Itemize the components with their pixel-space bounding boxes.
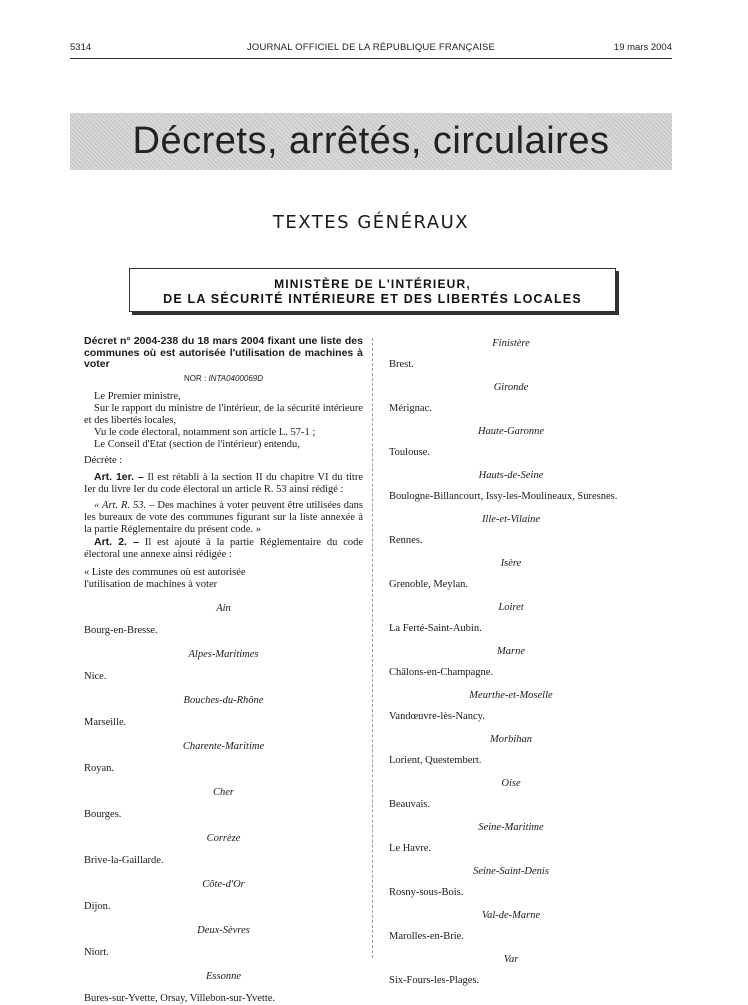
- article-2-label: Art. 2. –: [94, 535, 139, 548]
- commune-list-item: Marseille.: [84, 716, 127, 728]
- commune-list-item: Six-Fours-les-Plages.: [389, 975, 480, 986]
- ministry-line-1: MINISTÈRE DE L'INTÉRIEUR,: [274, 277, 471, 291]
- department-name: Seine-Saint-Denis: [473, 866, 549, 877]
- department-name: Haute-Garonne: [477, 426, 545, 437]
- article-2-text: Il est ajouté à la partie Réglementaire du code électoral une annexe ainsi rédigée :: [84, 536, 364, 560]
- commune-list-item: Toulouse.: [389, 447, 430, 458]
- commune-list-item: Beauvais.: [389, 799, 431, 810]
- department-name: Ain: [216, 602, 231, 614]
- preamble-line: Le Premier ministre,: [94, 390, 181, 402]
- page-number: 5314: [70, 42, 92, 53]
- commune-list-item: Châlons-en-Champagne.: [389, 667, 494, 678]
- commune-list-item: Rosny-sous-Bois.: [389, 887, 464, 898]
- department-name: Essonne: [206, 970, 241, 982]
- commune-list-item: Le Havre.: [389, 843, 431, 854]
- decrete: Décrète :: [84, 454, 123, 466]
- nor-reference: [84, 373, 363, 385]
- commune-list-item: Vandœuvre-lès-Nancy.: [389, 711, 485, 722]
- ministry-line-2: DE LA SÉCURITÉ INTÉRIEURE ET DES LIBERTÉS LOCALES: [163, 292, 582, 306]
- article-r53-text: – Des machines à voter peuvent être utilisées dans les bureaux de vote des communes figurant sur la liste annexée à la partie Réglementaire du présent code. »: [84, 499, 363, 535]
- article-2: [84, 536, 363, 561]
- journal-title: JOURNAL OFFICIEL DE LA RÉPUBLIQUE FRANÇAISE: [246, 42, 496, 53]
- department-name: Charente-Maritime: [182, 740, 265, 752]
- commune-list-item: Brest.: [389, 359, 414, 370]
- preamble-line: Sur le rapport du ministre de l'intérieur, de la sécurité intérieure et des libertés locales,: [84, 402, 363, 426]
- commune-list-item: Grenoble, Meylan.: [389, 579, 469, 590]
- section-banner: [70, 113, 672, 170]
- decree-title: Décret n° 2004-238 du 18 mars 2004 fixant une liste des communes où est autorisée l'utilisation de machines à voter: [84, 335, 363, 370]
- running-header: [70, 42, 672, 56]
- department-name: Loiret: [498, 602, 524, 613]
- commune-list-item: La Ferté-Saint-Aubin.: [389, 623, 482, 634]
- section-title: TEXTES GÉNÉRAUX: [272, 212, 470, 233]
- ministry-box: [129, 268, 616, 312]
- list-heading: « Liste des communes où est autorisée: [84, 566, 246, 578]
- commune-list-left: [84, 603, 363, 1005]
- department-name: Ille-et-Vilaine: [481, 514, 541, 525]
- left-column: [84, 336, 363, 1005]
- department-name: Var: [503, 954, 519, 965]
- nor-label: NOR :: [183, 373, 207, 383]
- department-name: Corrèze: [206, 832, 241, 844]
- commune-list-item: Bures-sur-Yvette, Orsay, Villebon-sur-Yvette.: [84, 992, 276, 1004]
- commune-list-item: Boulogne-Billancourt, Issy-les-Moulineaux, Suresnes.: [389, 491, 618, 502]
- article-1-label: Art. 1er. –: [94, 470, 144, 483]
- commune-list-item: Nice.: [84, 670, 107, 682]
- preamble-line: Vu le code électoral, notamment son article L. 57-1 ;: [94, 426, 316, 438]
- department-name: Marne: [497, 646, 525, 657]
- commune-list-item: Bourges.: [84, 808, 122, 820]
- commune-list-item: Bourg-en-Bresse.: [84, 624, 158, 636]
- commune-list-item: Dijon.: [84, 900, 111, 912]
- list-heading: l'utilisation de machines à voter: [84, 578, 218, 590]
- department-name: Oise: [501, 778, 521, 789]
- commune-list-right: [389, 338, 633, 987]
- article-1-text: Il est rétabli à la section II du chapitre VI du titre Ier du livre Ier du code électoral un article R. 53 ainsi rédigé :: [84, 471, 364, 495]
- department-name: Seine-Maritime: [478, 822, 544, 833]
- department-name: Morbihan: [490, 734, 532, 745]
- preamble-line: Le Conseil d'Etat (section de l'intérieur) entendu,: [94, 438, 300, 450]
- commune-list-item: Brive-la-Gaillarde.: [84, 854, 164, 866]
- nor-value: INTA0400069D: [208, 373, 264, 383]
- header-rule: [70, 58, 672, 59]
- commune-list-item: Marolles-en-Brie.: [389, 931, 464, 942]
- department-name: Alpes-Maritimes: [188, 648, 259, 660]
- department-name: Deux-Sèvres: [197, 924, 250, 936]
- article-r53-label: « Art. R. 53.: [94, 499, 147, 511]
- right-column: [389, 336, 633, 987]
- commune-list-item: Royan.: [84, 762, 115, 774]
- department-name: Côte-d'Or: [202, 878, 245, 890]
- department-name: Cher: [213, 786, 234, 798]
- commune-list-item: Niort.: [84, 946, 109, 958]
- banner-text: Décrets, arrêtés, circulaires: [132, 120, 610, 162]
- issue-date: 19 mars 2004: [613, 42, 672, 53]
- department-name: Bouches-du-Rhône: [183, 694, 264, 706]
- column-divider: [372, 338, 373, 958]
- department-name: Hauts-de-Seine: [478, 470, 544, 481]
- department-name: Val-de-Marne: [481, 910, 541, 921]
- commune-list-item: Rennes.: [389, 535, 423, 546]
- article-1: [84, 471, 363, 496]
- commune-list-item: Lorient, Questembert.: [389, 755, 482, 766]
- commune-list-item: Mérignac.: [389, 403, 432, 414]
- department-name: Meurthe-et-Moselle: [469, 690, 553, 701]
- department-name: Finistère: [492, 338, 530, 349]
- department-name: Gironde: [493, 382, 529, 393]
- department-name: Isère: [500, 558, 522, 569]
- article-r53: [84, 500, 363, 536]
